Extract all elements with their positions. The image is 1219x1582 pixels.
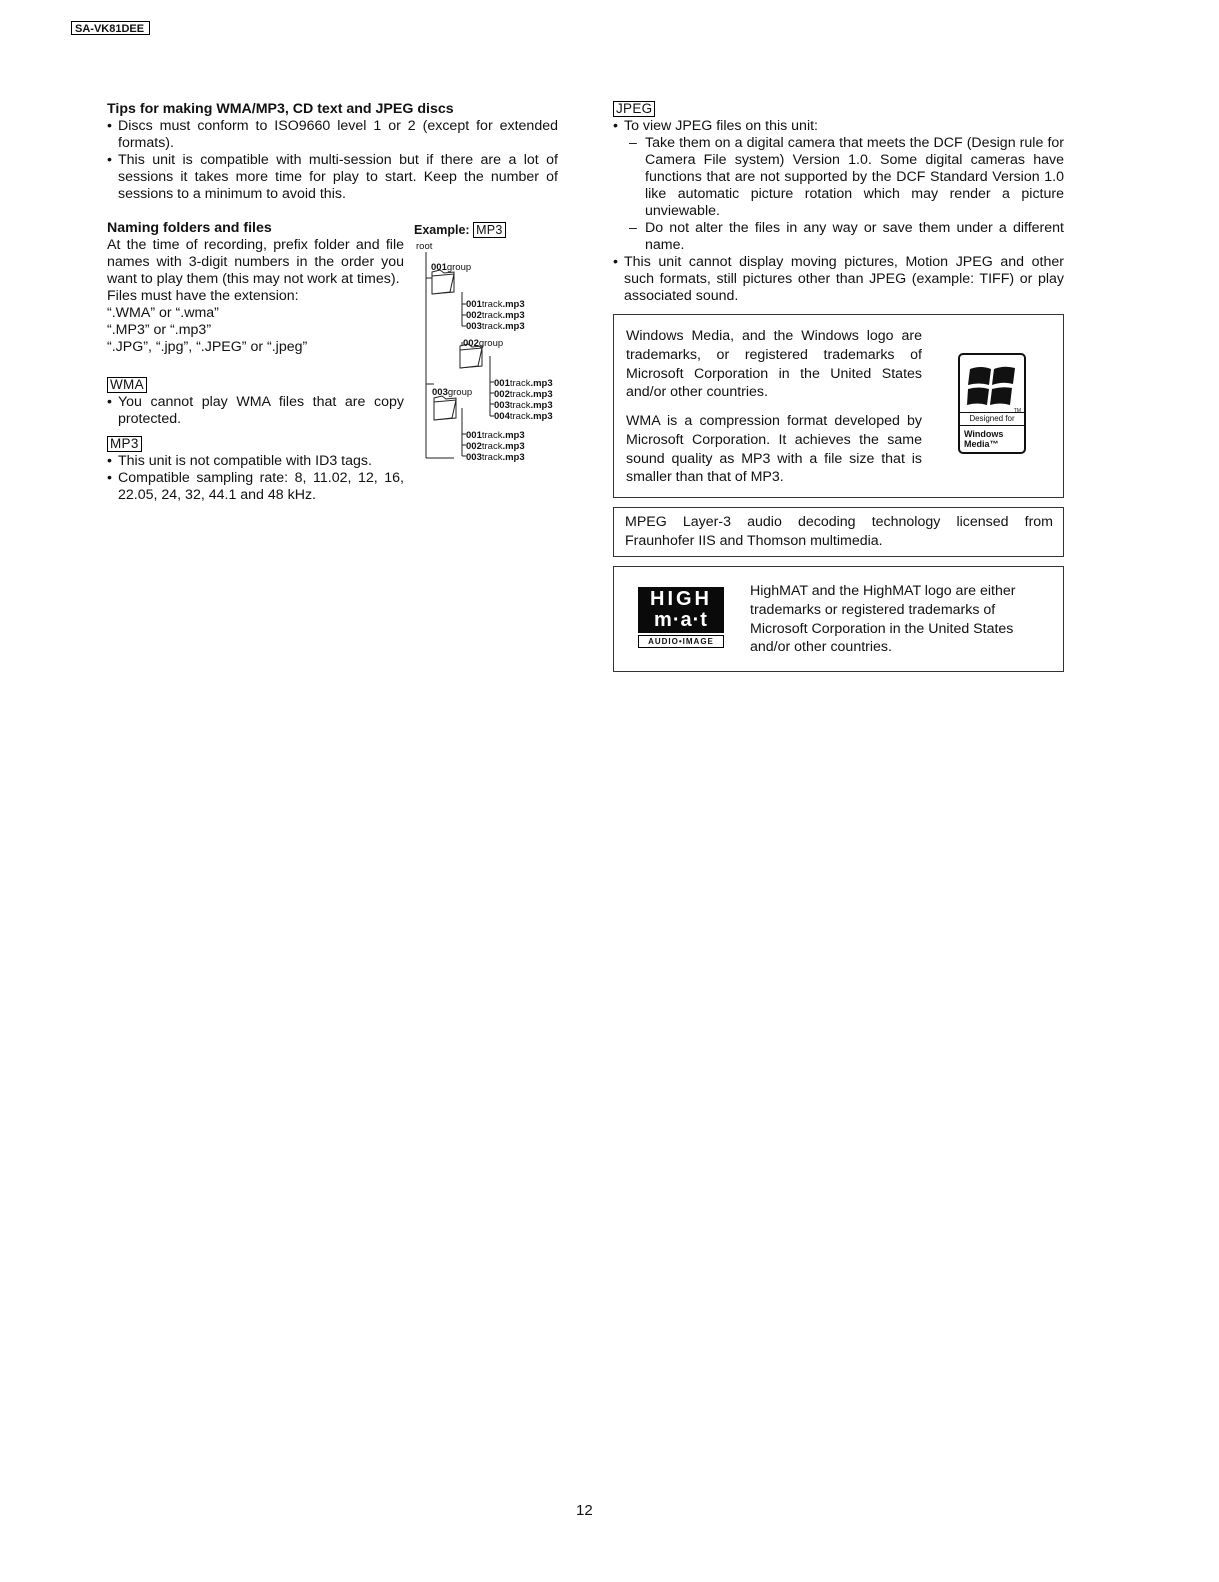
page-number: 12 [576, 1502, 593, 1519]
list-item: • This unit is not compatible with ID3 tags. [107, 453, 404, 470]
jpeg-item: • This unit cannot display moving pictures, Motion JPEG and other such formats, still pictures other than JPEG (example: TIFF) or play associated sound. [613, 254, 1064, 305]
windows-designed-for: Designed for [960, 412, 1024, 426]
tree-tracks-group-1 [466, 299, 525, 332]
list-item: • This unit is compatible with multi-session but if there are a lot of sessions it takes more time for play to start. Keep the number of sessions to a minimum to avoid this. [107, 152, 558, 203]
mp3-section [107, 436, 404, 504]
folder-icon [434, 396, 456, 420]
mp3-label: MP3 [107, 436, 142, 452]
highmat-logo-sub: AUDIO•IMAGE [638, 635, 724, 648]
tree-track-file: 003track.mp3 [466, 452, 525, 463]
highmat-logo-block [638, 587, 724, 633]
windows-media-logo [958, 353, 1026, 454]
example-tag: MP3 [473, 222, 506, 238]
naming-title: Naming folders and files [107, 220, 272, 236]
wma-format-text: WMA is a compression format developed by Microsoft Corporation. It achieves the same sound quality as MP3 with a file size that is smaller than that of MP3. [626, 413, 922, 486]
list-item: • Compatible sampling rate: 8, 11.02, 12, 16, 22.05, 24, 32, 44.1 and 48 kHz. [107, 470, 404, 504]
highmat-trademark-text: HighMAT and the HighMAT logo are either trademarks or registered trademarks of Microsoft Corporation in the United States and/or other countries. [750, 583, 1016, 656]
jpeg-section [613, 101, 1064, 305]
wma-section [107, 377, 404, 428]
windows-logo-text: Windows [964, 429, 1004, 439]
tree-track-file: 001track.mp3 [466, 299, 525, 310]
list-item: – Do not alter the files in any way or save them under a different name. [629, 220, 1064, 254]
tree-track-file: 003track.mp3 [494, 400, 553, 411]
jpeg-label: JPEG [613, 101, 655, 117]
extension-list [107, 305, 404, 356]
windows-tm-mark: TM [1013, 408, 1021, 414]
tree-track-file: 001track.mp3 [466, 430, 525, 441]
windows-media-notice [613, 314, 1064, 498]
extension-item: “.WMA” or “.wma” [107, 305, 219, 321]
jpeg-item: • To view JPEG files on this unit: – Take them on a digital camera that meets the DCF (Design rule for Camera File system) Version 1.0. Some digital cameras have functions that are not supported by the DCF Standard Version 1.0 like automatic picture rotation which may render a picture unviewable. – Do not alter the files in any way or save them under a different name. [613, 118, 1064, 254]
windows-flag-icon [967, 361, 1017, 411]
tree-track-file: 004track.mp3 [494, 411, 553, 422]
media-logo-text: Media™ [964, 439, 999, 449]
windows-trademark-text: Windows Media, and the Windows logo are trademarks, or registered trademarks of Microsoft Corporation in the United States and/or other countries. [626, 328, 922, 401]
tips-list [107, 118, 558, 203]
highmat-notice [613, 566, 1064, 672]
tree-track-file: 002track.mp3 [494, 389, 553, 400]
tree-group-2: 002group [463, 338, 504, 349]
wma-list [107, 394, 404, 428]
highmat-logo [638, 587, 724, 649]
tree-group-1: 001group [431, 262, 472, 273]
tree-root-label: root [416, 241, 433, 252]
highmat-logo-mat: m·a·t [654, 609, 708, 631]
extension-intro: Files must have the extension: [107, 288, 299, 304]
naming-section [107, 220, 404, 356]
highmat-logo-high: HIGH [650, 588, 712, 610]
tree-track-file: 003track.mp3 [466, 321, 525, 332]
jpeg-list [613, 118, 1064, 305]
mp3-list [107, 453, 404, 504]
model-number-tag: SA-VK81DEE [71, 21, 150, 35]
mpeg-license-notice: MPEG Layer-3 audio decoding technology licensed from Fraunhofer IIS and Thomson multimedia. [613, 507, 1064, 557]
extension-item: “.MP3” or “.mp3” [107, 322, 212, 338]
tree-tracks-group-2 [494, 378, 553, 422]
tree-track-file: 002track.mp3 [466, 441, 525, 452]
list-item: – Take them on a digital camera that meets the DCF (Design rule for Camera File system) Version 1.0. Some digital cameras have functions that are not supported by the DCF Standard Version 1.0 like automatic picture rotation which may render a picture unviewable. [629, 135, 1064, 220]
folder-icon [432, 270, 454, 294]
tips-title: Tips for making WMA/MP3, CD text and JPEG discs [107, 101, 454, 117]
tree-group-3: 003group [432, 387, 473, 398]
list-item: • Discs must conform to ISO9660 level 1 or 2 (except for extended formats). [107, 118, 558, 152]
tips-section [107, 101, 558, 203]
naming-intro: At the time of recording, prefix folder and file names with 3-digit numbers in the order you want to play them (this may not work at times). [107, 237, 404, 287]
extension-item: “.JPG”, “.jpg”, “.JPEG” or “.jpeg” [107, 339, 308, 355]
tree-tracks-group-3 [466, 430, 525, 463]
tree-track-file: 001track.mp3 [494, 378, 553, 389]
tree-track-file: 002track.mp3 [466, 310, 525, 321]
jpeg-sublist [624, 135, 1064, 254]
wma-label: WMA [107, 377, 147, 393]
list-item: • You cannot play WMA files that are copy protected. [107, 394, 404, 428]
example-label: Example: [414, 223, 470, 237]
